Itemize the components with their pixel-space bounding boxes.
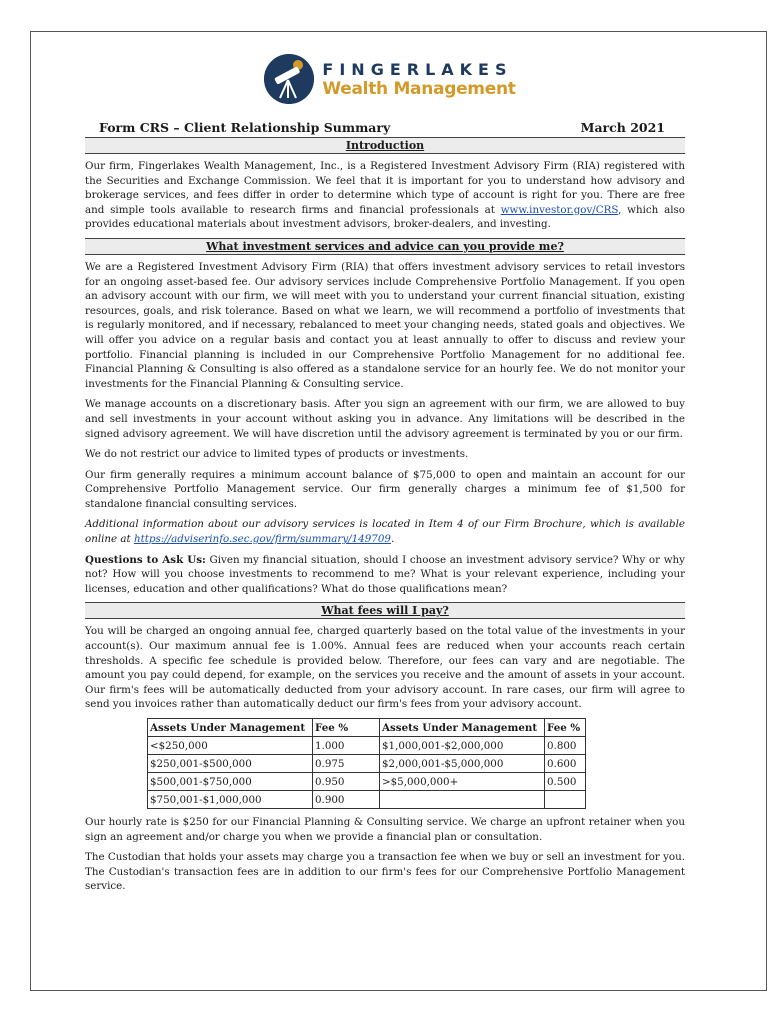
investor-gov-link[interactable]: www.investor.gov/CRS [500, 203, 619, 216]
adviserinfo-link[interactable]: https://adviserinfo.sec.gov/firm/summary/149709 [133, 533, 391, 546]
introduction-paragraph: Our firm, Fingerlakes Wealth Management, Inc., is a Registered Investment Advisory Firm (RIA) registered with the Securities and Exchange Commission. We feel that it is important for you to understand how advisory and brokerage services, and fees differ in order to determine which type of account is right for you. There are free and simple tools available to research firms and financial professionals at www.investor.gov/CRS, which also provides educational materials about investment advisors, broker-dealers, and investing. [85, 160, 686, 231]
questions-paragraph: Questions to Ask Us: Given my financial situation, should I choose an investment advisory service? Why or why not? How will you choose investments to recommend to me? What is your relevant experience, including your licenses, education and other qualifications? What do those qualifications mean? [85, 553, 685, 595]
table-row: <$250,000 1.000 $1,000,001-$2,000,000 0.800 [148, 737, 586, 755]
fee-header-right: Fee % [545, 719, 586, 737]
services-paragraph-3: We do not restrict our advice to limited types of products or investments. [85, 448, 469, 461]
fees-heading: What fees will I pay? [85, 602, 685, 619]
table-row: $500,001-$750,000 0.950 >$5,000,000+ 0.500 [148, 773, 586, 791]
questions-label: Questions to Ask Us: [85, 553, 206, 566]
table-row: $750,001-$1,000,000 0.900 [148, 791, 586, 809]
form-date: March 2021 [580, 120, 665, 135]
form-title: Form CRS – Client Relationship Summary [99, 120, 391, 135]
fee-schedule-table [147, 718, 586, 809]
aum-header-left: Assets Under Management [148, 719, 313, 737]
fees-paragraph-1: You will be charged an ongoing annual fee, charged quarterly based on the total value of the investments in your account(s). Our maximum annual fee is 1.00%. Annual fees are reduced when your accounts reach certain thresholds. A specific fee schedule is provided below. Therefore, our fees can vary and are negotiable. The amount you pay could depend, for example, on the services you receive and the amount of assets in your account. Our firm's fees will be automatically deducted from your advisory account. In rare cases, our firm will agree to send you invoices rather than automatically deduct our firm's fees from your advisory account. [85, 625, 685, 711]
title-row [85, 120, 685, 135]
document-content [85, 40, 685, 900]
table-row: $250,001-$500,000 0.975 $2,000,001-$5,000,000 0.600 [148, 755, 586, 773]
services-paragraph-2: We manage accounts on a discretionary basis. After you sign an agreement with our firm, we are allowed to buy and sell investments in your account without asking you in advance. Any limitations will be described in the signed advisory agreement. We will have discretion until the advisory agreement is terminated by you or our firm. [85, 398, 685, 440]
logo-top-text: FINGERLAKES [322, 59, 513, 79]
fee-header-left: Fee % [313, 719, 380, 737]
services-heading: What investment services and advice can you provide me? [85, 238, 685, 255]
services-paragraph-4: Our firm generally requires a minimum account balance of $75,000 to open and maintain an account for our Comprehensive Portfolio Management service. Our firm generally charges a minimum fee of $1,500 for standalone financial consulting services. [85, 468, 685, 510]
fees-paragraph-3: The Custodian that holds your assets may charge you a transaction fee when we buy or sell an investment for you. The Custodian's transaction fees are in addition to our firm's fees for our Comprehensive Portfolio Management service. [85, 851, 685, 893]
table-header-row [148, 719, 586, 737]
services-paragraph-1: We are a Registered Investment Advisory Firm (RIA) that offers investment advisory services to retail investors for an ongoing asset-based fee. Our advisory services include Comprehensive Portfolio Management. If you open an advisory account with our firm, we will meet with you to understand your current financial situation, existing resources, goals, and risk tolerance. Based on what we learn, we will recommend a portfolio of investments that is regularly monitored, and if necessary, rebalanced to meet your changing needs, stated goals and objectives. We will offer you advice on a regular basis and contact you at least annually to offer to discuss and review your portfolio. Financial planning is included in our Comprehensive Portfolio Management for no additional fee. Financial Planning & Consulting is also offered as a standalone service for an hourly fee. We do not monitor your investments for the Financial Planning & Consulting service. [85, 260, 685, 390]
telescope-icon [264, 54, 314, 104]
introduction-heading: Introduction [85, 137, 685, 154]
logo-bottom-text: Wealth Management [322, 78, 516, 99]
services-additional-info: Additional information about our advisory services is located in Item 4 of our Firm Brochure, which is available online at https://adviserinfo.sec.gov/firm/summary/149709. [85, 518, 685, 546]
aum-header-right: Assets Under Management [380, 719, 545, 737]
firm-logo [95, 40, 685, 118]
fees-paragraph-2: Our hourly rate is $250 for our Financial Planning & Consulting service. We charge an upfront retainer when you sign an agreement and/or charge you when we provide a financial plan or consultation. [85, 816, 685, 843]
